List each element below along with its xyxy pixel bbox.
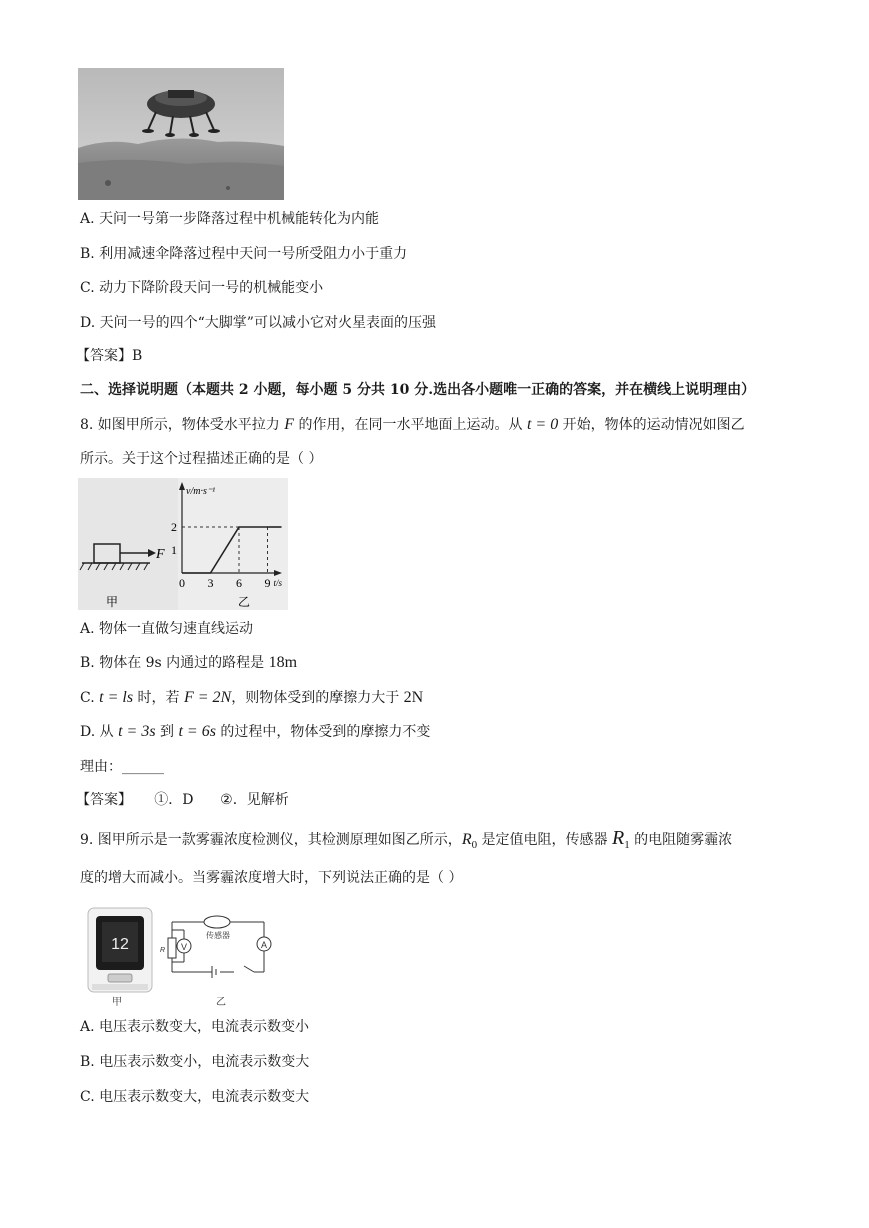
force-label: F xyxy=(156,547,165,562)
q9-option-a: A. 电压表示数变大，电流表示数变小 xyxy=(80,1019,310,1035)
q8-option-c-time: t = ls xyxy=(99,689,134,706)
q8-stem-text: 8. 如图甲所示，物体受水平拉力 xyxy=(80,417,285,433)
q8-reason: 理由：______ xyxy=(80,759,164,775)
q8-stem-line2: 所示。关于这个过程描述正确的是（ ） xyxy=(80,451,323,467)
lander-photo xyxy=(78,68,284,200)
fig-left-caption: 甲 xyxy=(106,595,119,609)
q9-figure xyxy=(84,904,284,1008)
q7-option-b: B. 利用减速伞降落过程中天问一号所受阻力小于重力 xyxy=(80,246,408,262)
q8-option-b-value: 18m xyxy=(268,654,298,671)
device-display-value: 12 xyxy=(111,936,129,953)
fig9-left-caption: 甲 xyxy=(112,997,122,1008)
y-axis-label: v/m·s⁻¹ xyxy=(186,486,216,497)
q8-option-d-time1: t = 3s xyxy=(118,723,156,740)
q8-stem-text: 的作用，在同一水平地面上运动。从 xyxy=(294,417,527,433)
q8-option-b xyxy=(80,653,297,673)
x-tick-label: 6 xyxy=(236,576,242,590)
q8-option-c-force: F = 2N xyxy=(183,689,232,706)
q8-option-d-text: 的过程中，物体受到的摩擦力不变 xyxy=(215,724,431,740)
q7-answer: 【答案】B xyxy=(76,348,143,364)
fig9-right-caption: 乙 xyxy=(216,997,226,1008)
q8-stem xyxy=(80,415,745,435)
q8-option-b-text: B. 物体在 9s 内通过的路程是 xyxy=(80,655,269,671)
q7-option-c: C. 动力下降阶段天问一号的机械能变小 xyxy=(80,280,324,296)
q8-force-symbol: F xyxy=(284,416,295,433)
q9-stem-line2: 度的增大而减小。当雾霾浓度增大时，下列说法正确的是（ ） xyxy=(80,870,463,886)
q7-option-a: A. 天问一号第一步降落过程中机械能转化为内能 xyxy=(80,211,380,227)
y-tick-label: 2 xyxy=(171,520,177,534)
q9-r0-subscript: 0 xyxy=(471,838,478,851)
q8-option-c-text: C. xyxy=(80,690,100,706)
resistor-label: R xyxy=(160,947,166,954)
q8-answer: 【答案】 ①．D ②．见解析 xyxy=(76,792,289,808)
q8-option-c-text: ，则物体受到的摩擦力大于 xyxy=(231,690,404,706)
q9-option-c: C. 电压表示数变大，电流表示数变大 xyxy=(80,1089,310,1105)
q8-option-c-value: 2N xyxy=(403,689,424,706)
q8-option-c-text: 时，若 xyxy=(133,690,184,706)
q9-stem xyxy=(80,828,732,855)
q8-stem-text: 开始，物体的运动情况如图乙 xyxy=(558,417,745,433)
q8-option-d-text: D. 从 xyxy=(80,724,119,740)
q7-option-d: D. 天问一号的四个“大脚掌”可以减小它对火星表面的压强 xyxy=(80,315,436,331)
q8-option-a: A. 物体一直做匀速直线运动 xyxy=(80,621,254,637)
q8-figure xyxy=(78,478,288,610)
x-axis-label: t/s xyxy=(273,578,282,588)
q9-r0-symbol: R xyxy=(461,831,472,848)
q9-stem-text: 是定值电阻，传感器 xyxy=(477,832,612,848)
x-tick-label: 9 xyxy=(264,576,271,590)
q8-option-c xyxy=(80,688,423,708)
q9-r1-symbol: R xyxy=(612,827,625,849)
q8-time-zero: t = 0 xyxy=(526,416,559,433)
q8-option-d-time2: t = 6s xyxy=(178,723,216,740)
q8-option-d xyxy=(80,722,430,742)
ammeter-label: A xyxy=(261,940,268,950)
q9-stem-text: 的电阻随雾霾浓 xyxy=(629,832,733,848)
sensor-label: 传感器 xyxy=(206,931,230,940)
q8-option-d-text: 到 xyxy=(155,724,179,740)
q9-r1-subscript: 1 xyxy=(624,838,630,851)
x-tick-label: 3 xyxy=(207,576,214,590)
y-tick-label: 1 xyxy=(171,543,177,557)
fig-right-caption: 乙 xyxy=(238,595,251,609)
q9-stem-text: 9. 图甲所示是一款雾霾浓度检测仪，其检测原理如图乙所示， xyxy=(80,832,462,848)
x-tick-label: 0 xyxy=(179,576,185,590)
voltmeter-label: V xyxy=(181,942,188,952)
q9-option-b: B. 电压表示数变小，电流表示数变大 xyxy=(80,1054,310,1070)
section2-heading: 二、选择说明题（本题共 2 小题，每小题 5 分共 10 分.选出各小题唯一正确的答案，并在横线上说明理由） xyxy=(80,382,756,398)
